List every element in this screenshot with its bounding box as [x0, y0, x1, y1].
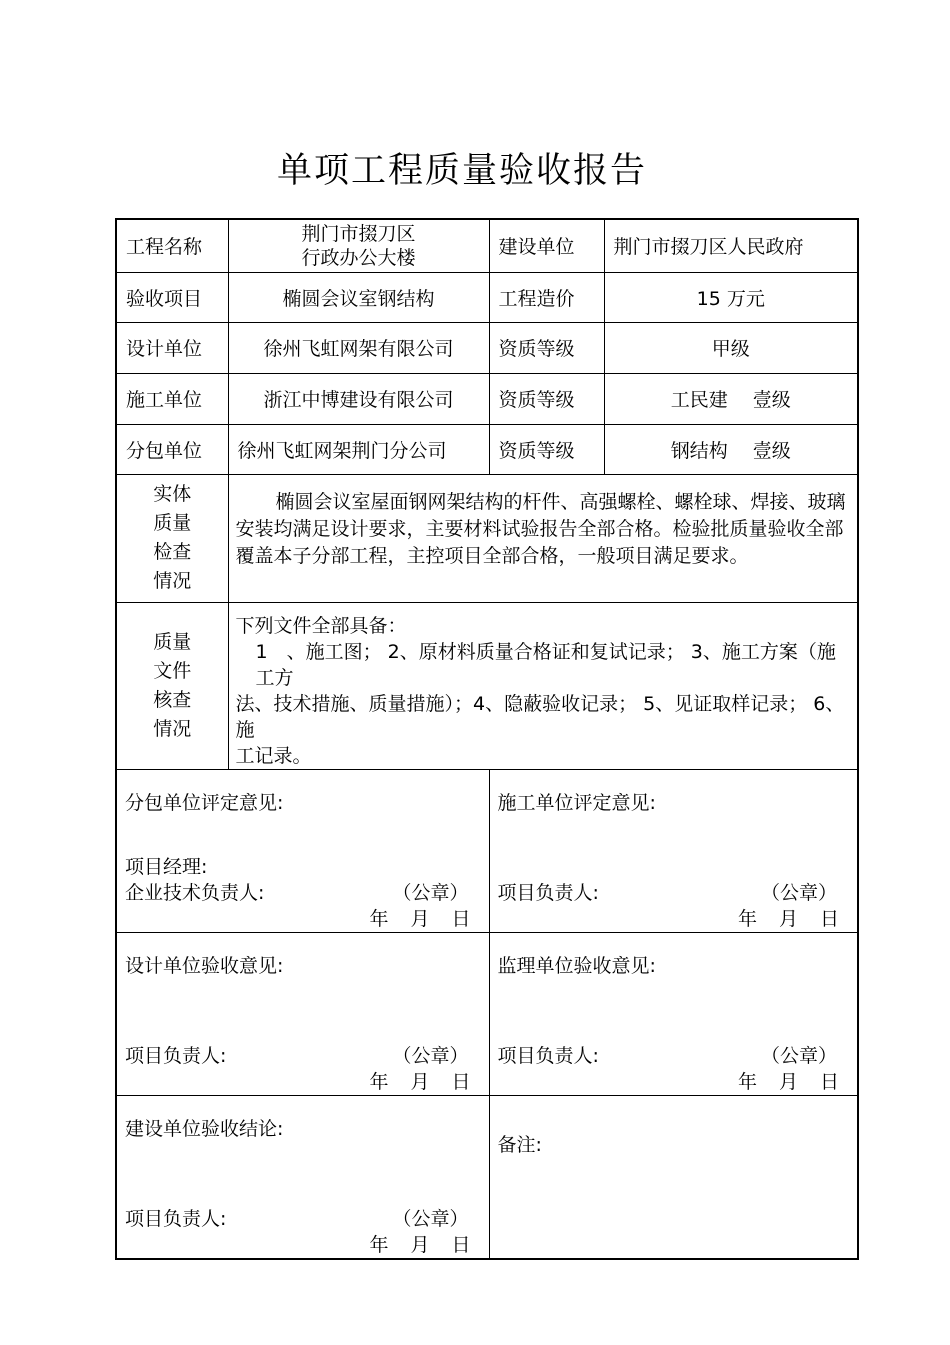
qualification-value: 工民建 壹级 [604, 373, 858, 424]
pm-label: 项目经理: [125, 855, 208, 878]
project-name-value [228, 219, 489, 272]
cost-value: 15 万元 [604, 272, 858, 322]
design-opinion-cell [116, 932, 489, 1095]
qualification-value: 钢结构 壹级 [604, 424, 858, 474]
paragraph-line: 覆盖本子分部工程，主控项目全部合格，一般项目满足要求。 [235, 544, 749, 567]
date-line [347, 1230, 470, 1257]
year-label: 年 [737, 907, 757, 930]
construction-opinion-heading: 施工单位评定意见: [497, 791, 656, 814]
seal-label: （公章） [760, 881, 837, 904]
acceptance-item-label: 验收项目 [116, 272, 228, 322]
design-unit-value: 徐州飞虹网架有限公司 [228, 322, 489, 373]
seal-label: （公章） [392, 881, 469, 904]
sub-unit-value: 徐州飞虹网架荆门分公司 [228, 424, 489, 474]
doc-line: 下列文件全部具备： [235, 614, 407, 637]
project-lead-label: 项目负责人: [125, 1207, 227, 1230]
date-line [347, 904, 470, 931]
label-line: 实体 [153, 483, 192, 505]
project-name-line1: 荆门市掇刀区 [301, 222, 416, 245]
row-construction-unit [116, 373, 858, 424]
doc-line: 工记录。 [235, 744, 312, 767]
seal-label: （公章） [760, 1044, 837, 1067]
builder-label: 建设单位 [489, 219, 604, 272]
builder-conclusion-cell [116, 1095, 489, 1259]
acceptance-form [115, 218, 859, 1260]
year-label: 年 [737, 1070, 757, 1093]
paragraph-line: 安装均满足设计要求，主要材料试验报告全部合格。检验批质量验收全部 [235, 517, 844, 540]
label-line: 文件 [153, 659, 192, 682]
seal-label: （公章） [392, 1044, 469, 1067]
remarks-cell [489, 1095, 858, 1259]
qualification-value: 甲级 [604, 322, 858, 373]
day-label: 日 [451, 1070, 471, 1093]
project-name-line2: 行政办公大楼 [301, 246, 416, 269]
qualification-label: 资质等级 [489, 424, 604, 474]
paragraph-line [236, 489, 850, 516]
project-lead-label: 项目负责人: [497, 881, 599, 904]
label-line: 质量 [153, 630, 192, 653]
cost-label: 工程造价 [489, 272, 604, 322]
entity-check-content [228, 474, 858, 602]
date-line [347, 1067, 470, 1094]
label-line: 质量 [153, 512, 192, 534]
row-acceptance-item [116, 272, 858, 322]
row-doc-check [116, 602, 858, 769]
row-project-name [116, 219, 858, 272]
design-opinion-heading: 设计单位验收意见: [125, 954, 284, 977]
month-label: 月 [410, 907, 430, 930]
construction-unit-label: 施工单位 [116, 373, 228, 424]
day-label: 日 [819, 1070, 839, 1093]
month-label: 月 [778, 1070, 798, 1093]
doc-line: 1 、施工图； 2、原材料质量合格证和复试记录； 3、施工方案（施工方 [255, 640, 836, 689]
row-sub-unit [116, 424, 858, 474]
qualification-label: 资质等级 [489, 322, 604, 373]
row-opinions-1 [116, 769, 858, 932]
day-label: 日 [451, 907, 471, 930]
project-lead-label: 项目负责人: [497, 1044, 599, 1067]
month-label: 月 [410, 1233, 430, 1256]
construction-opinion-cell [489, 769, 858, 932]
row-opinions-3 [116, 1095, 858, 1259]
row-opinions-2 [116, 932, 858, 1095]
remarks-heading: 备注: [497, 1133, 542, 1156]
label-line: 核查 [153, 688, 192, 711]
report-title: 单项工程质量验收报告 [276, 151, 647, 191]
project-lead-label: 项目负责人: [125, 1044, 227, 1067]
doc-line: 法、技术措施、质量措施）；4、隐蔽验收记录； 5、见证取样记录； 6、施 [235, 692, 845, 741]
design-unit-label: 设计单位 [116, 322, 228, 373]
doc-check-content [228, 602, 858, 769]
project-name-label: 工程名称 [116, 219, 228, 272]
tech-lead-label: 企业技术负责人: [125, 881, 265, 904]
year-label: 年 [369, 907, 389, 930]
month-label: 月 [778, 907, 798, 930]
supervision-opinion-heading: 监理单位验收意见: [497, 954, 656, 977]
qualification-label: 资质等级 [489, 373, 604, 424]
day-label: 日 [819, 907, 839, 930]
label-line: 情况 [153, 717, 192, 740]
label-line: 情况 [153, 570, 192, 592]
entity-check-label [116, 474, 228, 602]
row-entity-check [116, 474, 858, 602]
builder-conclusion-heading: 建设单位验收结论: [125, 1117, 284, 1140]
construction-unit-value: 浙江中博建设有限公司 [228, 373, 489, 424]
seal-label: （公章） [392, 1207, 469, 1230]
doc-check-label [116, 602, 228, 769]
supervision-opinion-cell [489, 932, 858, 1095]
sub-unit-label: 分包单位 [116, 424, 228, 474]
year-label: 年 [369, 1070, 389, 1093]
month-label: 月 [410, 1070, 430, 1093]
label-line: 检查 [153, 541, 192, 563]
builder-value: 荆门市掇刀区人民政府 [604, 219, 858, 272]
row-design-unit [116, 322, 858, 373]
day-label: 日 [451, 1233, 471, 1256]
sub-unit-opinion-heading: 分包单位评定意见: [125, 791, 284, 814]
date-line [716, 1067, 839, 1094]
paragraph-text: 椭圆会议室屋面钢网架结构的杆件、高强螺栓、螺栓球、焊接、玻璃 [275, 490, 846, 513]
sub-unit-opinion-cell [116, 769, 489, 932]
acceptance-item-value: 椭圆会议室钢结构 [228, 272, 489, 322]
year-label: 年 [369, 1233, 389, 1256]
date-line [716, 904, 839, 931]
